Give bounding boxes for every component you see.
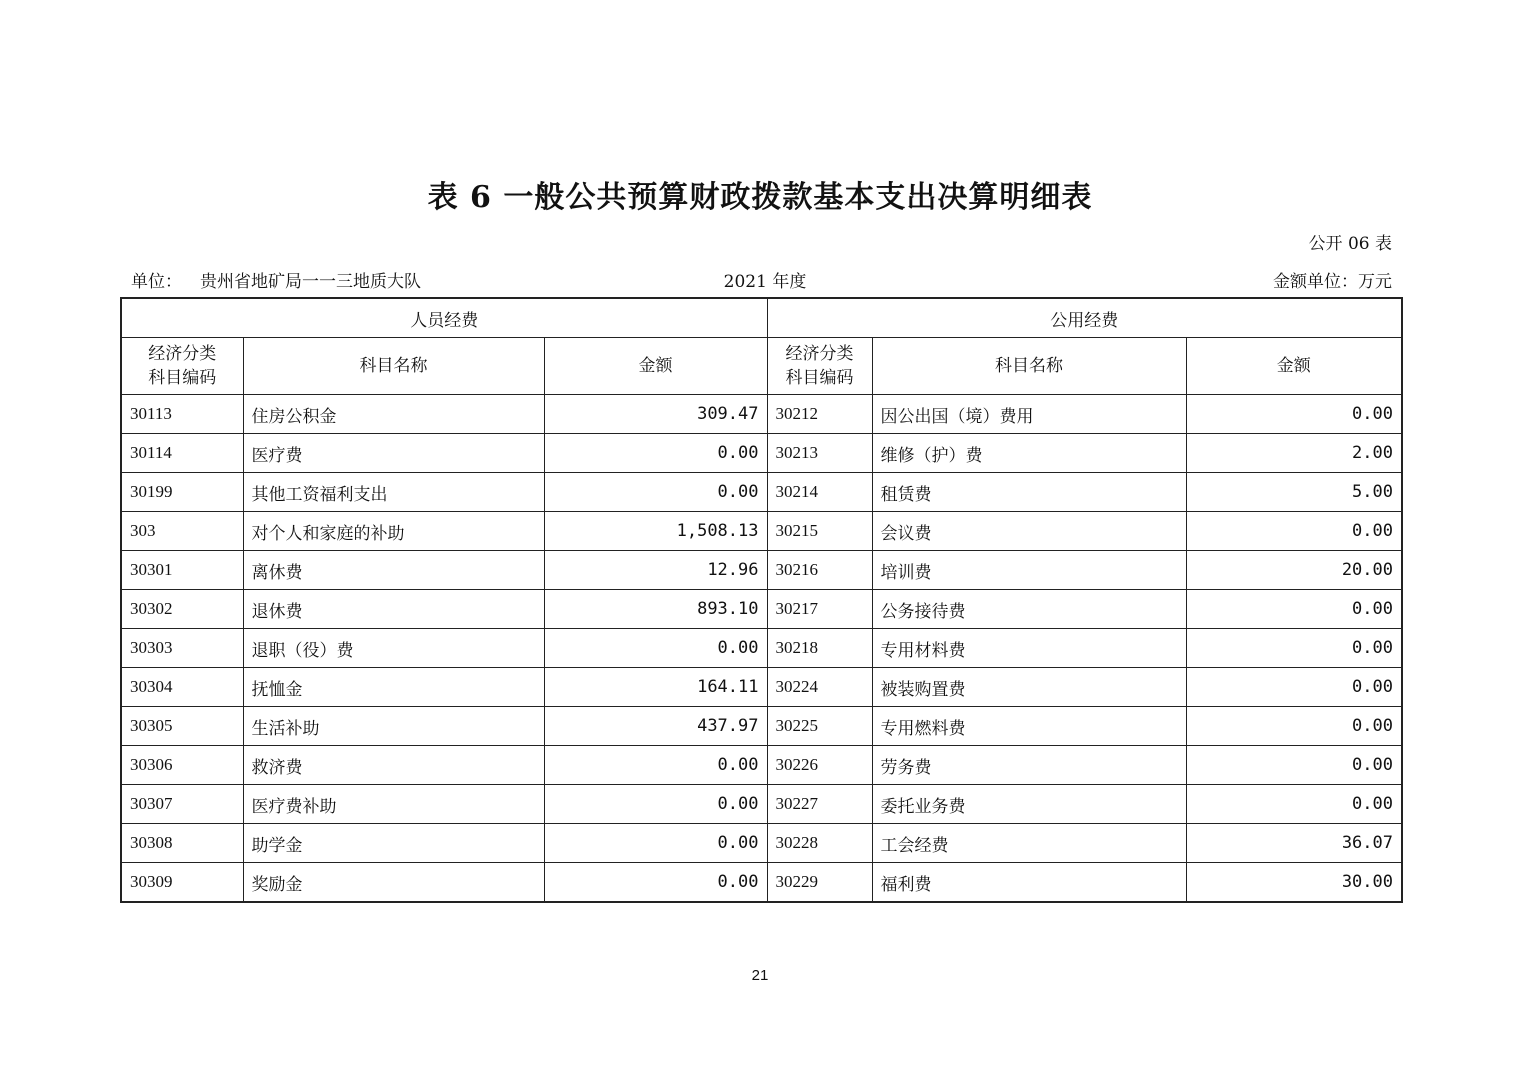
right-code: 30212 bbox=[767, 395, 872, 434]
header-amount: 金额 bbox=[1186, 338, 1402, 395]
right-name: 劳务费 bbox=[872, 746, 1186, 785]
right-code: 30217 bbox=[767, 590, 872, 629]
right-name: 公务接待费 bbox=[872, 590, 1186, 629]
left-code: 30309 bbox=[121, 863, 243, 903]
page-number: 21 bbox=[751, 967, 769, 984]
left-name: 奖励金 bbox=[243, 863, 544, 903]
group-public: 公用经费 bbox=[767, 298, 1402, 338]
right-name: 会议费 bbox=[872, 512, 1186, 551]
right-name: 被装购置费 bbox=[872, 668, 1186, 707]
right-code: 30215 bbox=[767, 512, 872, 551]
left-amount: 893.10 bbox=[544, 590, 767, 629]
left-name: 离休费 bbox=[243, 551, 544, 590]
right-amount: 5.00 bbox=[1186, 473, 1402, 512]
table-row bbox=[121, 395, 1402, 434]
header-code bbox=[767, 338, 872, 395]
right-amount: 0.00 bbox=[1186, 785, 1402, 824]
fiscal-year: 2021 年度 bbox=[723, 272, 807, 292]
right-amount: 0.00 bbox=[1186, 512, 1402, 551]
right-code: 30229 bbox=[767, 863, 872, 903]
left-name: 生活补助 bbox=[243, 707, 544, 746]
right-amount: 30.00 bbox=[1186, 863, 1402, 903]
right-code: 30225 bbox=[767, 707, 872, 746]
unit-name: 贵州省地矿局一一三地质大队 bbox=[200, 272, 421, 292]
left-amount: 0.00 bbox=[544, 473, 767, 512]
right-amount: 0.00 bbox=[1186, 707, 1402, 746]
right-amount: 0.00 bbox=[1186, 629, 1402, 668]
left-code: 30306 bbox=[121, 746, 243, 785]
table-row bbox=[121, 863, 1402, 903]
right-amount: 0.00 bbox=[1186, 590, 1402, 629]
table-row bbox=[121, 668, 1402, 707]
left-amount: 437.97 bbox=[544, 707, 767, 746]
right-amount: 2.00 bbox=[1186, 434, 1402, 473]
table-row bbox=[121, 629, 1402, 668]
left-name: 退职（役）费 bbox=[243, 629, 544, 668]
left-name: 其他工资福利支出 bbox=[243, 473, 544, 512]
header-code-line1: 经济分类 bbox=[148, 344, 217, 364]
expenditure-table bbox=[120, 297, 1403, 903]
table-row bbox=[121, 785, 1402, 824]
header-name: 科目名称 bbox=[872, 338, 1186, 395]
left-amount: 164.11 bbox=[544, 668, 767, 707]
header-amount: 金额 bbox=[544, 338, 767, 395]
right-name: 专用燃料费 bbox=[872, 707, 1186, 746]
right-amount: 0.00 bbox=[1186, 395, 1402, 434]
right-name: 福利费 bbox=[872, 863, 1186, 903]
left-code: 30305 bbox=[121, 707, 243, 746]
left-amount: 309.47 bbox=[544, 395, 767, 434]
right-code: 30224 bbox=[767, 668, 872, 707]
header-code-line2: 科目编码 bbox=[148, 368, 217, 388]
left-name: 退休费 bbox=[243, 590, 544, 629]
left-amount: 0.00 bbox=[544, 629, 767, 668]
left-code: 30308 bbox=[121, 824, 243, 863]
left-amount: 1,508.13 bbox=[544, 512, 767, 551]
table-row bbox=[121, 824, 1402, 863]
table-row bbox=[121, 473, 1402, 512]
left-name: 对个人和家庭的补助 bbox=[243, 512, 544, 551]
right-name: 培训费 bbox=[872, 551, 1186, 590]
left-code: 30199 bbox=[121, 473, 243, 512]
right-code: 30216 bbox=[767, 551, 872, 590]
right-code: 30213 bbox=[767, 434, 872, 473]
table-row bbox=[121, 512, 1402, 551]
table-row bbox=[121, 551, 1402, 590]
right-code: 30214 bbox=[767, 473, 872, 512]
right-name: 维修（护）费 bbox=[872, 434, 1186, 473]
left-amount: 0.00 bbox=[544, 434, 767, 473]
right-code: 30226 bbox=[767, 746, 872, 785]
column-header-row bbox=[121, 338, 1402, 395]
right-name: 委托业务费 bbox=[872, 785, 1186, 824]
left-code: 30302 bbox=[121, 590, 243, 629]
left-name: 抚恤金 bbox=[243, 668, 544, 707]
left-amount: 0.00 bbox=[544, 824, 767, 863]
right-amount: 36.07 bbox=[1186, 824, 1402, 863]
left-code: 30304 bbox=[121, 668, 243, 707]
right-amount: 0.00 bbox=[1186, 746, 1402, 785]
table-row bbox=[121, 434, 1402, 473]
table-row bbox=[121, 707, 1402, 746]
unit-label: 单位： bbox=[131, 272, 182, 292]
left-amount: 0.00 bbox=[544, 785, 767, 824]
left-code: 303 bbox=[121, 512, 243, 551]
currency-unit: 金额单位：万元 bbox=[1273, 272, 1392, 292]
right-amount: 0.00 bbox=[1186, 668, 1402, 707]
left-amount: 0.00 bbox=[544, 863, 767, 903]
right-name: 专用材料费 bbox=[872, 629, 1186, 668]
left-code: 30114 bbox=[121, 434, 243, 473]
right-name: 租赁费 bbox=[872, 473, 1186, 512]
left-name: 医疗费补助 bbox=[243, 785, 544, 824]
header-code-line1: 经济分类 bbox=[785, 344, 854, 364]
page-title: 表 6 一般公共预算财政拨款基本支出决算明细表 bbox=[427, 180, 1093, 215]
right-code: 30227 bbox=[767, 785, 872, 824]
left-name: 助学金 bbox=[243, 824, 544, 863]
right-name: 因公出国（境）费用 bbox=[872, 395, 1186, 434]
left-name: 医疗费 bbox=[243, 434, 544, 473]
left-code: 30301 bbox=[121, 551, 243, 590]
left-amount: 0.00 bbox=[544, 746, 767, 785]
left-code: 30303 bbox=[121, 629, 243, 668]
group-header-row bbox=[121, 298, 1402, 338]
left-name: 住房公积金 bbox=[243, 395, 544, 434]
left-code: 30307 bbox=[121, 785, 243, 824]
right-code: 30228 bbox=[767, 824, 872, 863]
left-code: 30113 bbox=[121, 395, 243, 434]
right-code: 30218 bbox=[767, 629, 872, 668]
group-personnel: 人员经费 bbox=[121, 298, 767, 338]
form-number: 公开 06 表 bbox=[1308, 234, 1392, 254]
header-code-line2: 科目编码 bbox=[785, 368, 854, 388]
right-amount: 20.00 bbox=[1186, 551, 1402, 590]
table-row bbox=[121, 746, 1402, 785]
left-amount: 12.96 bbox=[544, 551, 767, 590]
left-name: 救济费 bbox=[243, 746, 544, 785]
header-name: 科目名称 bbox=[243, 338, 544, 395]
header-code bbox=[121, 338, 243, 395]
right-name: 工会经费 bbox=[872, 824, 1186, 863]
table-row bbox=[121, 590, 1402, 629]
